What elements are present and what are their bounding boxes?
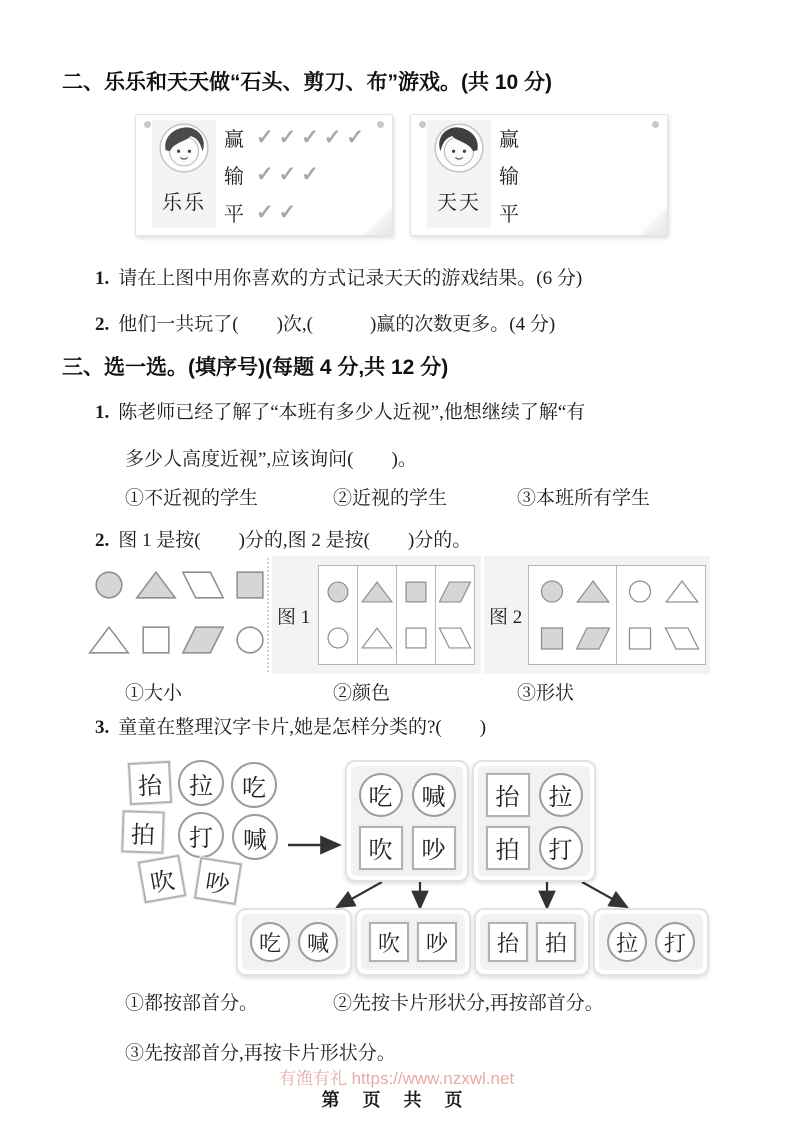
bottom-tray-1	[236, 908, 352, 976]
para-r-shape	[181, 624, 225, 656]
s3-q3-option-2: ②先按卡片形状分,再按部首分。	[333, 993, 604, 1014]
s3-q2-option-2: ②颜色	[333, 683, 391, 704]
s3-q1-option-1: ①不近视的学生	[125, 488, 259, 509]
tally-rows	[499, 119, 659, 231]
arrow-to-tray1	[339, 882, 382, 906]
tally-row	[499, 198, 659, 227]
tally-label: 赢	[499, 129, 519, 152]
question-text: 陈老师已经了解了“本班有多少人近视”,他想继续了解“有	[118, 402, 586, 423]
pin-icon	[144, 121, 151, 128]
triangle-shape	[87, 624, 131, 656]
card-sorting-diagram	[85, 748, 730, 984]
char-card-circle: 吃	[359, 773, 403, 817]
char-card-circle: 喊	[232, 814, 278, 860]
page-curl	[362, 205, 392, 235]
figure1-label: 图 1	[277, 607, 311, 628]
tally-rows	[224, 119, 384, 231]
page-curl	[637, 205, 667, 235]
char-card-circle: 打	[539, 826, 583, 870]
circle-shape	[87, 569, 131, 601]
player-strip	[152, 120, 216, 228]
para-l-shape	[438, 625, 472, 651]
check-marks: ✓✓	[256, 199, 302, 224]
triangle-shape	[575, 578, 611, 605]
circle-shape	[622, 578, 658, 605]
s3-q2-option-1: ①大小	[125, 683, 183, 704]
para-r-shape	[438, 579, 472, 605]
char-card-square: 抬	[488, 922, 528, 962]
circle-shape	[228, 624, 272, 656]
char-card-square: 拍	[536, 922, 576, 962]
s3-q1-option-2: ②近视的学生	[333, 488, 448, 509]
figure2-column	[617, 566, 705, 664]
tally-row	[224, 198, 384, 227]
char-card-circle: 拉	[607, 922, 647, 962]
char-card-circle: 喊	[412, 773, 456, 817]
mid-tray-kou-radical	[345, 760, 469, 882]
question-text: 他们一共玩了( )次,( )赢的次数更多。(4 分)	[118, 314, 556, 335]
char-card-circle: 拉	[178, 760, 224, 806]
pin-icon	[419, 121, 426, 128]
char-card-circle: 吃	[231, 762, 277, 808]
boy-avatar-icon	[158, 122, 210, 174]
tally-card-tiantian	[410, 114, 668, 236]
s3-q2-option-3: ③形状	[517, 683, 575, 704]
square-shape	[134, 624, 178, 656]
figure2-panel	[484, 556, 710, 674]
char-card-square: 吵	[417, 922, 457, 962]
figure2-label: 图 2	[489, 607, 523, 628]
square-shape	[228, 569, 272, 601]
bottom-tray-2	[355, 908, 471, 976]
tally-row	[224, 123, 384, 152]
triangle-shape	[134, 569, 178, 601]
triangle-shape	[360, 625, 394, 651]
bottom-tray-3	[474, 908, 590, 976]
tally-label: 平	[224, 203, 244, 226]
char-card-square: 吹	[138, 855, 187, 904]
figure1-column	[358, 566, 397, 664]
dotted-divider	[267, 558, 269, 672]
tally-row	[499, 160, 659, 189]
circle-shape	[321, 625, 355, 651]
para-l-shape	[181, 569, 225, 601]
char-card-circle: 吃	[250, 922, 290, 962]
player-strip	[427, 120, 491, 228]
player-name: 天天	[437, 192, 481, 214]
figure1-column	[319, 566, 358, 664]
boy-avatar-icon	[433, 122, 485, 174]
figure1-column	[397, 566, 436, 664]
section2-heading: 二、乐乐和天天做“石头、剪刀、布”游戏。(共 10 分)	[62, 71, 553, 94]
char-card-circle: 打	[655, 922, 695, 962]
s3-question-1-line2: 多少人高度近视”,应该询问( )。	[125, 449, 417, 470]
char-card-square: 吹	[369, 922, 409, 962]
tally-label: 输	[499, 166, 519, 189]
s3-question-1-line1	[95, 397, 585, 424]
page-number-label: 第 页 共 页	[321, 1090, 472, 1110]
triangle-shape	[664, 578, 700, 605]
triangle-shape	[360, 579, 394, 605]
circle-shape	[534, 578, 570, 605]
tally-label: 赢	[224, 129, 244, 152]
square-shape	[399, 579, 433, 605]
question-number: 1.	[95, 402, 110, 423]
para-r-shape	[575, 625, 611, 652]
unsorted-shapes-group	[86, 562, 273, 662]
section3-heading: 三、选一选。(填序号)(每题 4 分,共 12 分)	[62, 356, 449, 379]
figure1-panel	[272, 556, 481, 674]
s3-question-2	[95, 525, 471, 552]
char-card-square: 抬	[486, 773, 530, 817]
tally-row	[224, 160, 384, 189]
char-card-square: 吵	[412, 826, 456, 870]
char-card-circle: 打	[178, 812, 224, 858]
para-l-shape	[664, 625, 700, 652]
tally-label: 输	[224, 166, 244, 189]
tally-row	[499, 123, 659, 152]
char-card-square: 拍	[121, 810, 164, 853]
mid-tray-shou-radical	[472, 760, 596, 882]
figure1-column	[436, 566, 474, 664]
square-shape	[534, 625, 570, 652]
circle-shape	[321, 579, 355, 605]
s2-question-1	[95, 263, 582, 290]
char-card-square: 吵	[194, 857, 242, 905]
s3-q1-option-3: ③本班所有学生	[517, 488, 651, 509]
s3-q3-option-3: ③先按部首分,再按卡片形状分。	[125, 1043, 396, 1064]
figure2-column	[529, 566, 617, 664]
figure2-box	[528, 565, 706, 665]
player-name: 乐乐	[162, 192, 206, 214]
watermark-link: 有渔有礼 https://www.nzxwl.net	[278, 1069, 515, 1088]
figure1-box	[318, 565, 475, 665]
s3-question-3	[95, 712, 486, 739]
square-shape	[399, 625, 433, 651]
char-card-square: 拍	[486, 826, 530, 870]
s3-q3-option-1: ①都按部首分。	[125, 993, 259, 1014]
arrow-to-tray4	[582, 882, 625, 906]
char-card-square: 抬	[128, 761, 172, 805]
question-number: 1.	[95, 268, 110, 289]
check-marks: ✓✓✓	[256, 162, 324, 187]
char-card-square: 吹	[359, 826, 403, 870]
char-card-circle: 喊	[298, 922, 338, 962]
question-text: 童童在整理汉字卡片,她是怎样分类的?( )	[118, 717, 487, 738]
char-card-circle: 拉	[539, 773, 583, 817]
tally-card-lele	[135, 114, 393, 236]
question-number: 3.	[95, 717, 110, 738]
question-number: 2.	[95, 530, 110, 551]
tally-label: 平	[499, 203, 519, 226]
bottom-tray-4	[593, 908, 709, 976]
check-marks: ✓✓✓✓✓	[256, 125, 369, 150]
s2-question-2	[95, 309, 555, 336]
question-text: 请在上图中用你喜欢的方式记录天天的游戏结果。(6 分)	[118, 268, 583, 289]
question-text: 图 1 是按( )分的,图 2 是按( )分的。	[118, 530, 472, 551]
question-number: 2.	[95, 314, 110, 335]
square-shape	[622, 625, 658, 652]
